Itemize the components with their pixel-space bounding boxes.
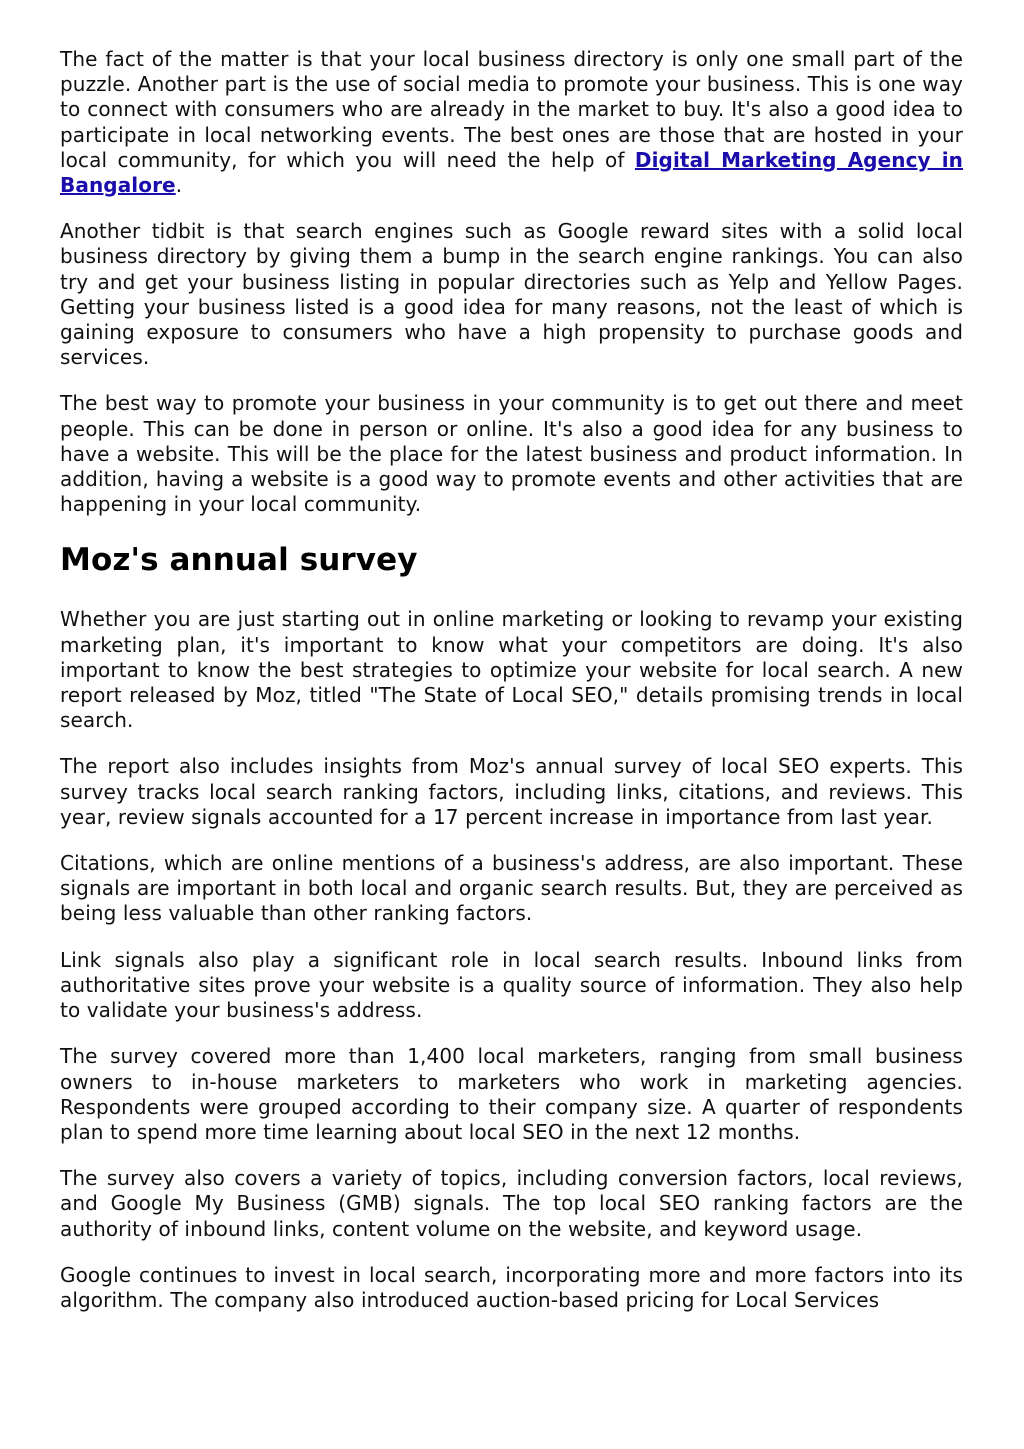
- paragraph-survey-insights: The report also includes insights from Moz's annual survey of local SEO experts. This survey tracks local search ranking factors, including links, citations, and reviews. This year, review signals accounted for a 17 percent increase in importance from last year.: [60, 754, 963, 829]
- paragraph-link-signals: Link signals also play a significant role in local search results. Inbound links from authoritative sites prove your website is a quality source of information. They also help to validate your business's address.: [60, 947, 963, 1023]
- paragraph-intro: [60, 47, 963, 198]
- digital-marketing-agency-link[interactable]: Digital Marketing Agency in Bangalore: [60, 147, 963, 198]
- paragraph-citations: Citations, which are online mentions of a business's address, are also important. These signals are important in both local and organic search results. But, they are perceived as being less valuable than other ranking factors.: [60, 851, 963, 926]
- paragraph-search-engines: Another tidbit is that search engines such as Google reward sites with a solid local business directory by giving them a bump in the search engine rankings. You can also try and get your business listing in popular directories such as Yelp and Yellow Pages. Getting your business listed is a good idea for many reasons, not the least of which is gaining exposure to consumers who have a high propensity to purchase goods and services.: [60, 219, 963, 370]
- document-page: [60, 47, 963, 1334]
- paragraph-survey-respondents: The survey covered more than 1,400 local marketers, ranging from small business owners to in-house marketers to marketers who work in marketing agencies. Respondents were grouped according to their company size. A quarter of respondents plan to spend more time learning about local SEO in the next 12 months.: [60, 1044, 963, 1144]
- paragraph-intro-text: The fact of the matter is that your local business directory is only one small part of the puzzle. Another part is the use of social media to promote your business. This is one way to connect with consumers who are already in the market to buy. It's also a good idea to participate in local networking events. The best ones are those that are hosted in your local community, for which you will need the help of: [60, 47, 963, 172]
- paragraph-google-local-search: Google continues to invest in local search, incorporating more and more factors into its algorithm. The company also introduced auction-based pricing for Local Services: [60, 1262, 963, 1312]
- paragraph-promote-business: The best way to promote your business in your community is to get out there and meet people. This can be done in person or online. It's also a good idea for any business to have a website. This will be the place for the latest business and product information. In addition, having a website is a good way to promote events and other activities that are happening in your local community.: [60, 391, 963, 517]
- section-heading: Moz's annual survey: [60, 542, 418, 579]
- paragraph-survey-topics: The survey also covers a variety of topics, including conversion factors, local reviews, and Google My Business (GMB) signals. The top local SEO ranking factors are the authority of inbound links, content volume on the website, and keyword usage.: [60, 1166, 963, 1241]
- paragraph-moz-report: Whether you are just starting out in online marketing or looking to revamp your existing marketing plan, it's important to know what your competitors are doing. It's also important to know the best strategies to optimize your website for local search. A new report released by Moz, titled "The State of Local SEO," details promising trends in local search.: [60, 607, 963, 733]
- paragraph-intro-end: .: [175, 173, 183, 198]
